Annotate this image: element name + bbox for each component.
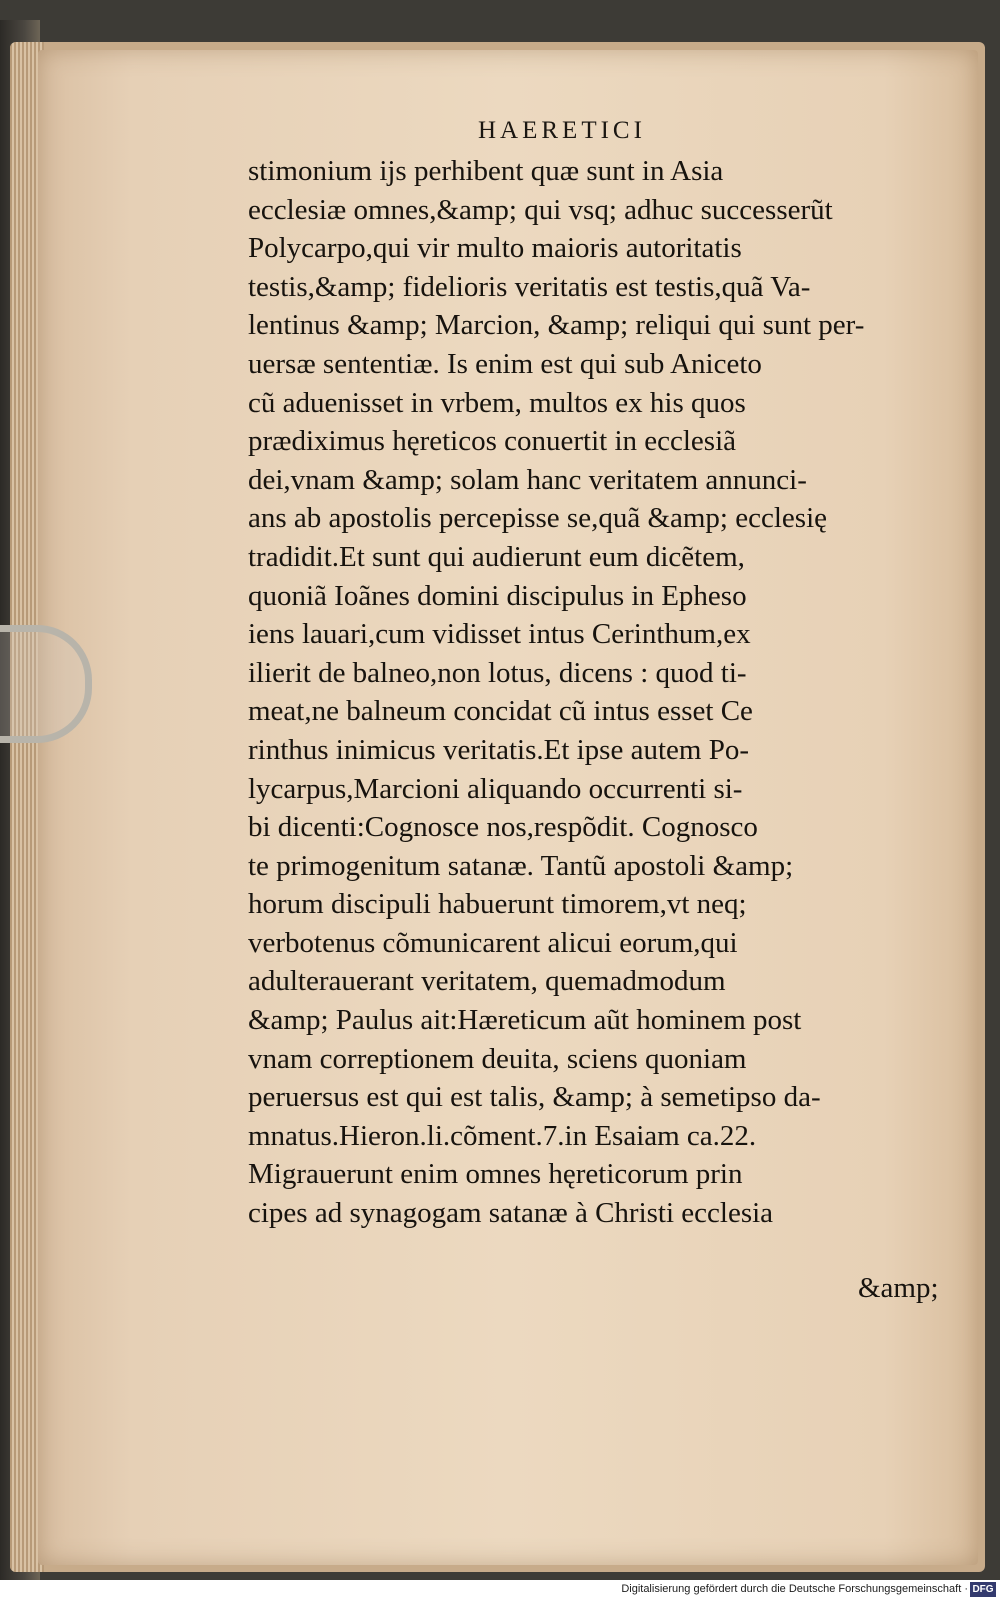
digitization-credit: Digitalisierung gefördert durch die Deutsche Forschungsgemeinschaft ·: [621, 1583, 968, 1595]
text-line: mnatus.Hieron.li.cõment.7.in Esaiam ca.22.: [248, 1119, 757, 1152]
text-line: tradidit.Et sunt qui audierunt eum dicẽtem,: [248, 540, 745, 573]
text-line: testis,&amp; fidelioris veritatis est testis,quã Va-: [248, 270, 811, 303]
text-line: Polycarpo,qui vir multo maioris autoritatis: [248, 232, 742, 265]
text-line: adulterauerant veritatem, quemadmodum: [248, 965, 726, 998]
text-line: te primogenitum satanæ. Tantũ apostoli &amp;: [248, 849, 794, 882]
catchword: &amp;: [858, 1272, 939, 1304]
dfg-logo: DFG: [970, 1582, 996, 1597]
text-line: ecclesiæ omnes,&amp; qui vsq; adhuc successerũt: [248, 193, 833, 226]
text-line: Migrauerunt enim omnes hęreticorum prin: [248, 1158, 743, 1191]
text-line: vnam correptionem deuita, sciens quoniam: [248, 1042, 747, 1075]
text-line: uersæ sententiæ. Is enim est qui sub Aniceto: [248, 347, 762, 380]
text-line: peruersus est qui est talis, &amp; à semetipso da-: [248, 1081, 821, 1114]
text-line: prædiximus hęreticos conuertit in ecclesiã: [248, 425, 737, 458]
text-line: ilierit de balneo,non lotus, dicens : quod ti-: [248, 656, 747, 689]
text-line: cipes ad synagogam satanæ à Christi ecclesia: [248, 1197, 774, 1230]
text-line: &amp; Paulus ait:Hæreticum aũt hominem post: [248, 1004, 802, 1037]
text-line: horum discipuli habuerunt timorem,vt neq;: [248, 888, 747, 921]
text-line: verbotenus cõmunicarent alicui eorum,qui: [248, 926, 738, 959]
text-line: rinthus inimicus veritatis.Et ipse autem Po-: [248, 733, 749, 766]
text-line: lycarpus,Marcioni aliquando occurrenti si-: [248, 772, 743, 805]
text-line: meat,ne balneum concidat cũ intus esset Ce: [248, 695, 753, 728]
text-line: lentinus &amp; Marcion, &amp; reliqui qui sunt per-: [248, 309, 865, 342]
text-line: bi dicenti:Cognosce nos,respõdit. Cognosco: [248, 811, 758, 844]
text-line: iens lauari,cum vidisset intus Cerinthum,ex: [248, 618, 751, 651]
text-line: dei,vnam &amp; solam hanc veritatem annunci-: [248, 463, 807, 496]
text-line: stimonium ijs perhibent quæ sunt in Asia: [248, 155, 724, 187]
running-title: HAERETICI: [478, 117, 646, 144]
text-line: cũ aduenisset in vrbem, multos ex his quos: [248, 386, 746, 419]
text-line: ans ab apostolis percepisse se,quã &amp; ecclesię: [248, 502, 827, 535]
text-line: quoniã Ioãnes domini discipulus in Epheso: [248, 579, 747, 612]
body-text: [248, 152, 903, 1233]
